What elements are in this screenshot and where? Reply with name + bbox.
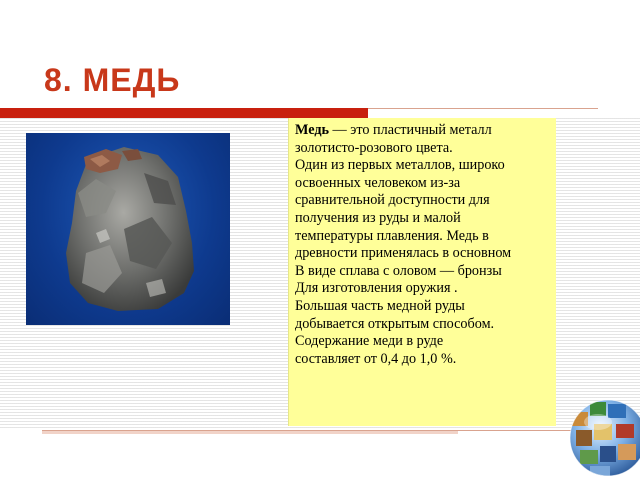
description-line: Содержание меди в руде [295, 333, 444, 350]
term-copper: Медь [295, 122, 329, 138]
description-line: золотисто-розового цвета. [295, 139, 453, 156]
description-line: Один из первых металлов, широко [295, 157, 505, 174]
description-line: сравнительной доступности для [295, 192, 490, 209]
description-line: температуры плавления. Медь в [295, 227, 489, 244]
copper-ore-icon [26, 133, 230, 325]
description-line: освоенных человеком из-за [295, 174, 461, 191]
title-accent-bar [0, 108, 368, 118]
description-line: Большая часть медной руды [295, 297, 465, 314]
description-line: составляет от 0,4 до 1,0 %. [295, 350, 457, 367]
description-line-1: Медь — это пластичный металл [295, 122, 492, 138]
description-text-box [288, 118, 556, 426]
copper-ore-photo [26, 133, 230, 325]
description-line: добывается открытым способом. [295, 315, 495, 332]
description-line: В виде сплава с оловом — бронзы [295, 262, 502, 279]
bottom-accent-bar [42, 431, 458, 434]
slide-title: 8. МЕДЬ [44, 62, 181, 98]
description-line: Для изготовления оружия . [295, 280, 458, 297]
description-line: древности применялась в основном [295, 245, 512, 262]
description-line: получения из руды и малой [295, 209, 461, 226]
globe-photo-collage-icon [568, 394, 640, 480]
